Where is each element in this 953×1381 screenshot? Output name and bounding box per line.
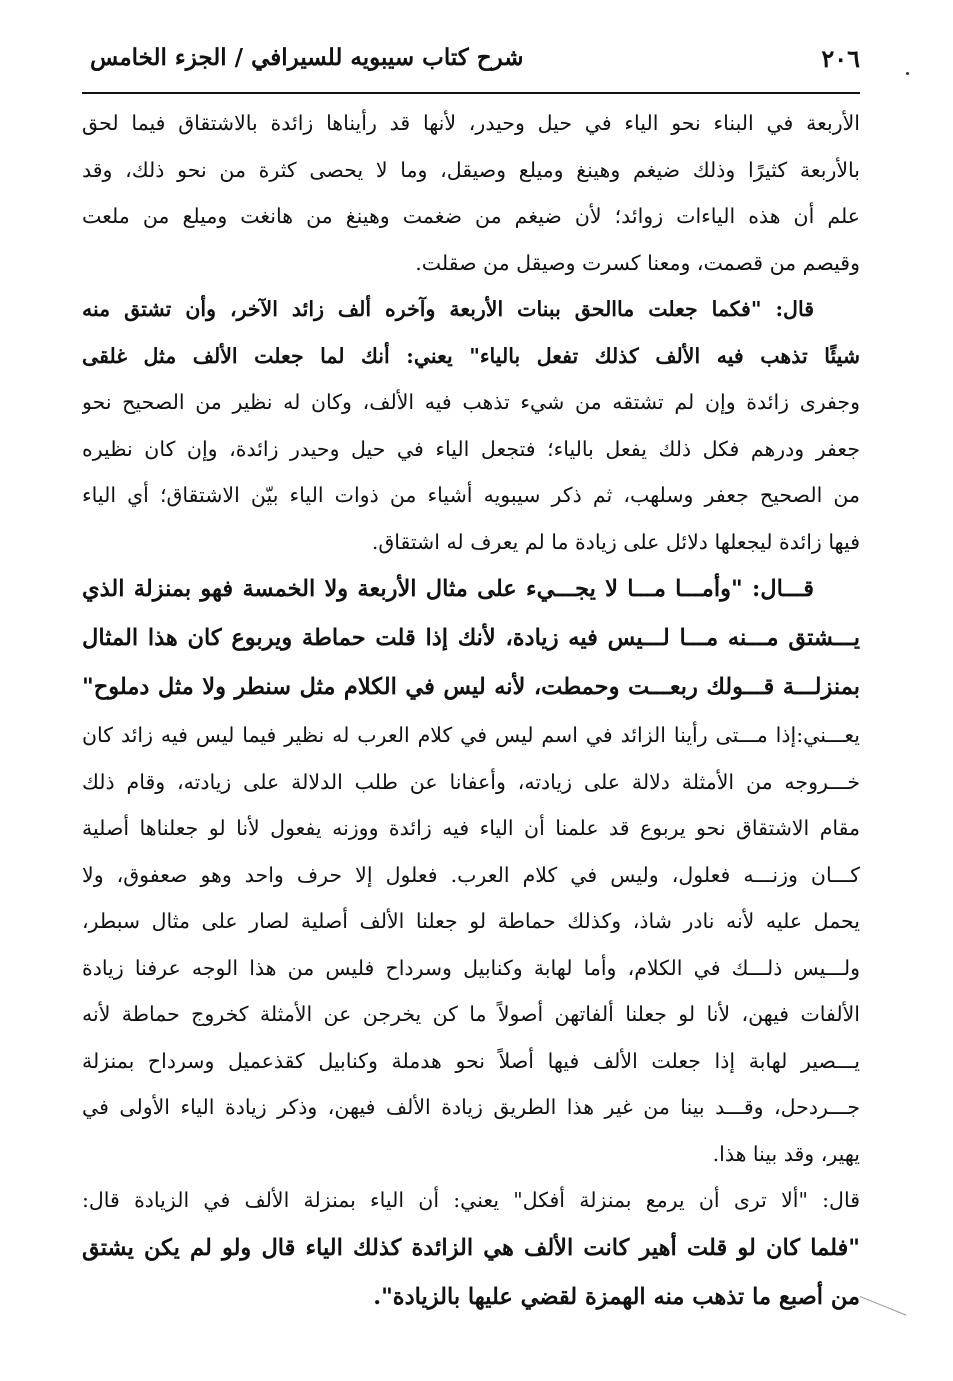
text-line: فيها زائدة ليجعلها دلائل على زيادة ما لم يعرف له اشتقاق. [371, 529, 860, 554]
text-line: ولـــيس ذلـــك في الكلام، وأما لهابة وكنابيل وسرداح فليس من هذا الوجه عرفنا زيادة [82, 955, 860, 980]
text-line: جـــردحل، وقـــد بينا من غير هذا الطريق زيادة الألف فيهن، وذكر زيادة الياء الأولى في [82, 1095, 860, 1119]
text-line: قـــال: "وأمـــا مـــا لا يجـــيء على مثال الأربعة ولا الخمسة فهو بمنزلة الذي [82, 576, 814, 602]
header-rule [82, 92, 860, 94]
body-text [82, 100, 860, 1322]
page-header [82, 40, 860, 86]
text-line: شيئًا تذهب فيه الألف كذلك تفعل بالياء" يعني: أنك لما جعلت الألف مثل غلقى [82, 343, 860, 368]
text-line: كـــان وزنـــه فعلول، وليس في كلام العرب. فعلول إلا حرف واحد وهو صعفوق، ولا [82, 862, 860, 887]
text-line: جعفر ودرهم فكل ذلك يفعل بالياء؛ فتجعل الياء في حيل وحيدر زائدة، وإن كان نظيره [82, 436, 860, 461]
text-line: قال: "فكما جعلت ماالحق ببنات الأربعة وآخره ألف زائد الآخر، وأن تشتق منه [82, 297, 814, 321]
text-line: وجفرى زائدة وإن لم تشتقه من شيء تذهب فيه الألف، وكان له نظير من الصحيح نحو [82, 390, 860, 414]
scan-mark [860, 1296, 907, 1316]
scan-speck [906, 72, 909, 75]
text-line: يـــصير لهابة إذا جعلت الألف فيها أصلاً نحو هدملة وكنابيل كقذعميل وسرداح بمنزلة [82, 1048, 860, 1073]
text-line: خـــروجه من الأمثلة دلالة على زيادته، وأعفانا عن طلب الدلالة على زيادته، وقام ذلك [82, 769, 860, 794]
text-line: الأربعة في البناء نحو الياء في حيل وحيدر، لأنها قد رأيناها زائدة بالاشتقاق فيما لحق [82, 111, 860, 135]
text-line: بالأربعة كثيرًا وذلك ضيغم وهينغ وميلع وصيقل، وما لا يحصى كثرة من نحو ذلك، وقد [82, 157, 860, 182]
text-line: يحمل عليه لأنه نادر شاذ، وكذلك حماطة لو جعلنا الألف أصلية لصار على مثال سبطر، [82, 909, 860, 933]
text-line: بمنزلـــة قـــولك ربعـــت وحمطت، لأنه ليس في الكلام مثل سنطر ولا مثل دملوح" [82, 674, 860, 700]
running-title: شرح كتاب سيبويه للسيرافي / الجزء الخامس [90, 44, 524, 71]
text-line: من الصحيح جعفر وسلهب، ثم ذكر سيبويه أشياء من ذوات الياء بيّن الاشتقاق؛ أي الياء [82, 483, 860, 507]
text-line: يـــشتق مـــنه مـــا لـــيس فيه زيادة، لأنك إذا قلت حماطة ويربوع كان هذا المثال [82, 625, 860, 651]
text-line: يعـــني:إذا مـــتى رأينا الزائد في اسم ليس في كلام العرب له نظير فيما ليس فيه زائد كان [82, 723, 860, 747]
text-line: مقام الاشتقاق نحو يربوع قد علمنا أن الياء فيه زائدة ووزنه يفعول لأنا لو جعلناها أصلية [82, 816, 860, 840]
text-line: يهير، وقد بينا هذا. [712, 1141, 860, 1166]
text-line: وقيصم من قصمت، ومعنا كسرت وصيقل من صقلت. [415, 250, 860, 275]
text-line: الألفات فيهن، لأنا لو جعلنا ألفاتهن أصولاً ما كن يخرجن عن الأمثلة كخروج حماطة لأنه [82, 1002, 860, 1026]
text-line: علم أن هذه الياءات زوائد؛ لأن ضيغم من ضغمت وهينغ من هانغت وميلع من ملعت [82, 204, 860, 228]
text-line: "فلما كان لو قلت أهير كانت الألف هي الزائدة كذلك الياء قال ولو لم يكن يشتق [82, 1234, 860, 1261]
text-line: من أصبع ما تذهب منه الهمزة لقضي عليها بالزيادة". [373, 1283, 860, 1310]
text-line: قال: "ألا ترى أن يرمع بمنزلة أفكل" يعني: أن الياء بمنزلة الألف في الزيادة قال: [82, 1188, 860, 1212]
page-number: ٢٠٦ [821, 44, 860, 73]
